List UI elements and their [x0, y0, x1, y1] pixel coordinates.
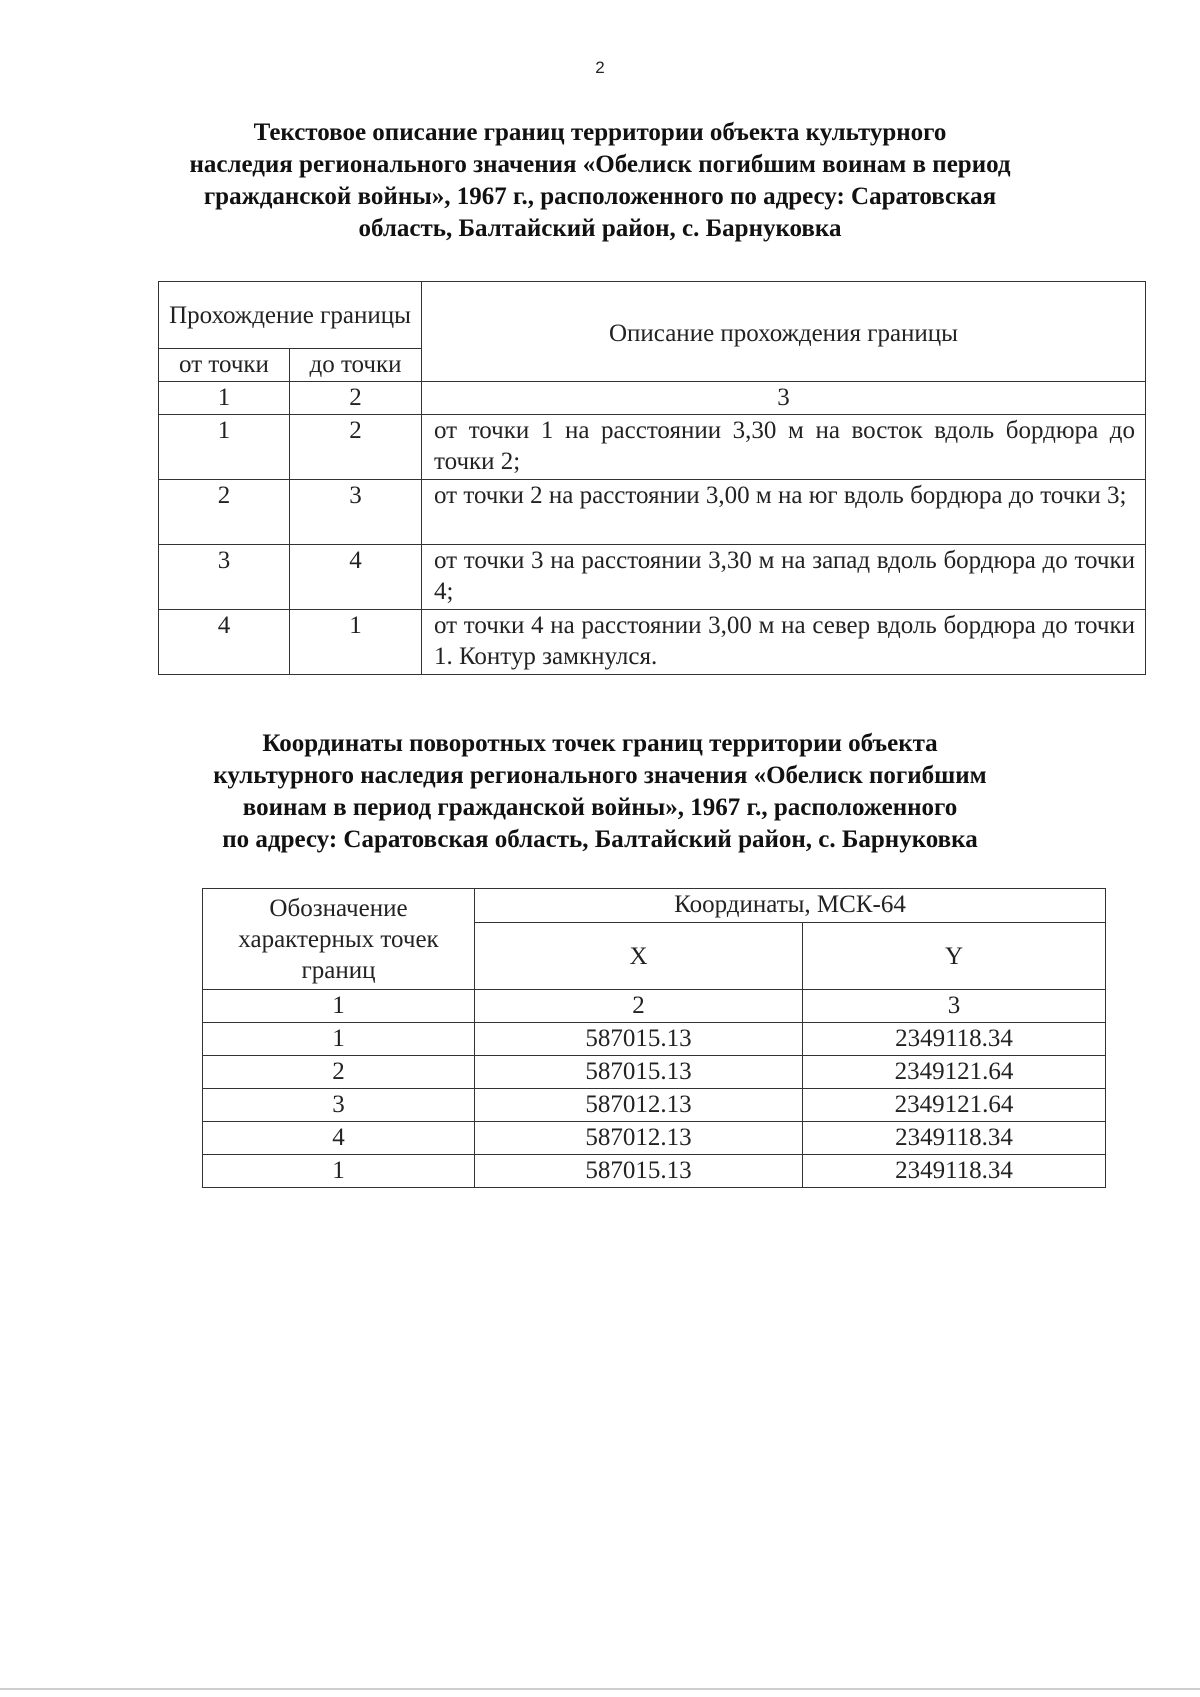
description-cell: от точки 2 на расстоянии 3,00 м на юг вдоль бордюра до точки 3;	[422, 480, 1146, 545]
y-cell: 2349121.64	[803, 1089, 1106, 1122]
header-boundary-passage: Прохождение границы	[159, 282, 422, 349]
header-description: Описание прохождения границы	[422, 282, 1146, 382]
table-header-row	[159, 282, 1146, 349]
table-row	[203, 1056, 1106, 1089]
to-point-cell: 3	[290, 480, 422, 545]
boundary-description-table	[158, 281, 1146, 675]
description-cell: от точки 4 на расстоянии 3,00 м на север вдоль бордюра до точки 1. Контур замкнулся.	[422, 610, 1146, 675]
y-cell: 2349118.34	[803, 1023, 1106, 1056]
table-row	[203, 1023, 1106, 1056]
header-point-designation: Обозначение характерных точек границ	[203, 889, 475, 990]
boundary-description-title	[150, 117, 1050, 245]
table-header-row	[203, 889, 1106, 923]
from-point-cell: 4	[159, 610, 290, 675]
column-number: 3	[422, 382, 1146, 415]
table-row	[203, 1089, 1106, 1122]
scan-edge-line	[0, 1688, 1200, 1690]
y-cell: 2349118.34	[803, 1122, 1106, 1155]
column-number-row	[203, 990, 1106, 1023]
table-row	[203, 1155, 1106, 1188]
from-point-cell: 1	[159, 415, 290, 480]
description-cell: от точки 3 на расстоянии 3,30 м на запад вдоль бордюра до точки 4;	[422, 545, 1146, 610]
y-cell: 2349118.34	[803, 1155, 1106, 1188]
title-line: культурного наследия регионального значения «Обелиск погибшим	[213, 762, 987, 789]
description-cell: от точки 1 на расстоянии 3,30 м на восток вдоль бордюра до точки 2;	[422, 415, 1146, 480]
point-cell: 1	[203, 1155, 475, 1188]
to-point-cell: 4	[290, 545, 422, 610]
x-cell: 587012.13	[475, 1122, 803, 1155]
x-cell: 587015.13	[475, 1023, 803, 1056]
y-cell: 2349121.64	[803, 1056, 1106, 1089]
to-point-cell: 2	[290, 415, 422, 480]
table-row	[159, 545, 1146, 610]
table-row	[159, 610, 1146, 675]
title-line: Координаты поворотных точек границ территории объекта	[262, 730, 938, 757]
column-number: 3	[803, 990, 1106, 1023]
point-cell: 4	[203, 1122, 475, 1155]
x-cell: 587012.13	[475, 1089, 803, 1122]
from-point-cell: 3	[159, 545, 290, 610]
title-line: область, Балтайский район, с. Барнуковка	[358, 215, 842, 242]
column-number: 1	[203, 990, 475, 1023]
to-point-cell: 1	[290, 610, 422, 675]
title-line: наследия регионального значения «Обелиск погибшим воинам в период	[189, 151, 1011, 178]
point-cell: 1	[203, 1023, 475, 1056]
header-from-point: от точки	[159, 349, 290, 382]
coordinates-table	[202, 888, 1106, 1188]
table-row	[159, 480, 1146, 545]
title-line: воинам в период гражданской войны», 1967 г., расположенного	[242, 794, 958, 821]
table-row	[159, 415, 1146, 480]
x-cell: 587015.13	[475, 1056, 803, 1089]
header-coordinates: Координаты, МСК-64	[475, 889, 1106, 923]
from-point-cell: 2	[159, 480, 290, 545]
column-number-row	[159, 382, 1146, 415]
table-row	[203, 1122, 1106, 1155]
coordinates-title	[150, 728, 1050, 856]
x-cell: 587015.13	[475, 1155, 803, 1188]
title-line: гражданской войны», 1967 г., расположенного по адресу: Саратовская	[203, 183, 997, 210]
title-line: Текстовое описание границ территории объекта культурного	[253, 119, 947, 146]
column-number: 1	[159, 382, 290, 415]
point-cell: 3	[203, 1089, 475, 1122]
point-cell: 2	[203, 1056, 475, 1089]
page-number: 2	[595, 58, 605, 77]
header-to-point: до точки	[290, 349, 422, 382]
title-line: по адресу: Саратовская область, Балтайский район, с. Барнуковка	[222, 826, 978, 853]
column-number: 2	[290, 382, 422, 415]
column-number: 2	[475, 990, 803, 1023]
header-x: X	[475, 923, 803, 990]
header-y: Y	[803, 923, 1106, 990]
